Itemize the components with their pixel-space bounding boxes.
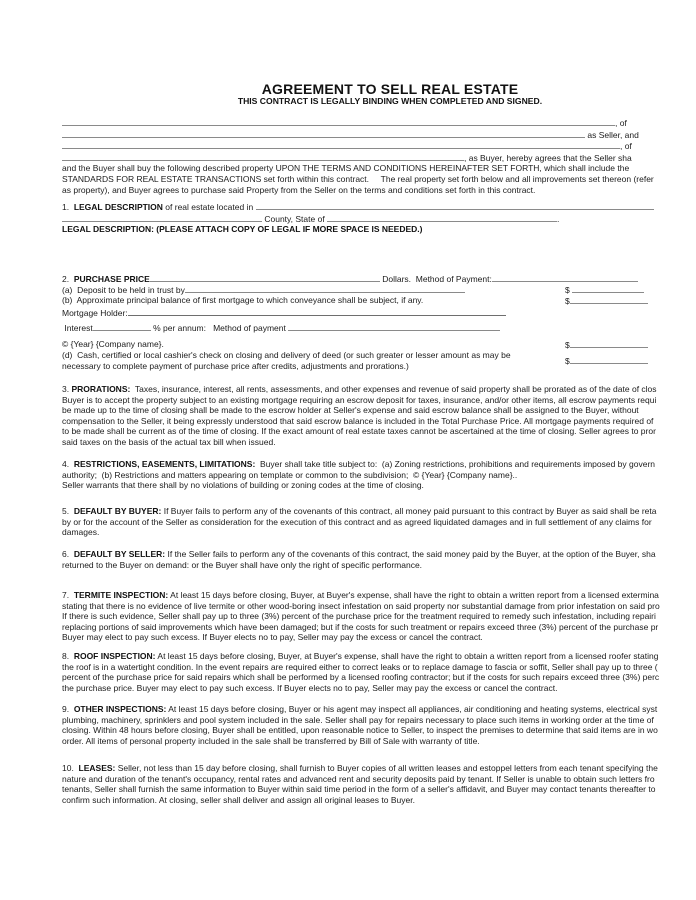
section-text: Taxes, insurance, interest, all rents, assessments, and other expenses and revenue of said property shall be prorated as of the date of clos [130, 384, 657, 394]
fill-blank [62, 213, 262, 222]
section-number: 4. [62, 459, 74, 469]
section-number: 8. [62, 651, 74, 661]
amount-blank [570, 355, 648, 364]
legal-description-line-1: 1. LEGAL DESCRIPTION of real estate located in [62, 201, 654, 213]
paragraph-line: Buyer may elect to pay such excess. If Buyer elects no to pay, Seller may pay the excess or cancel the contract. [62, 632, 483, 643]
paragraph-line: confirm such information. At closing, seller shall deliver and assign all original leases to Buyer. [62, 794, 415, 805]
amount-blank [572, 284, 644, 293]
paragraph-line [62, 384, 657, 395]
section-heading: TERMITE INSPECTION: [73, 590, 169, 600]
fill-blank [150, 273, 380, 282]
section-heading: LEGAL DESCRIPTION [73, 202, 163, 212]
paragraph-line: the purchase price. Buyer may elect to pay such excess. If Buyer elects no to pay, Seller may pay the excess or cancel the contract. [62, 682, 558, 693]
page-title: AGREEMENT TO SELL REAL ESTATE [261, 81, 519, 97]
paragraph-line [62, 704, 658, 715]
paragraph-line: percent of the purchase price for said repairs which shall be performed by a licensed roofing contractor; but if the costs for such repairs exceed three (3%) perc [62, 672, 660, 683]
section-text: Buyer shall take title subject to: (a) Zoning restrictions, prohibitions and requirements imposed by govern [255, 459, 656, 469]
deposit-row: (a) Deposit to be held in trust by [62, 284, 465, 296]
paragraph-line: Seller warrants that there shall by no violations of building or zoning codes at the time of closing. [62, 480, 424, 491]
section-6-default-by-seller [62, 549, 656, 570]
section-text: At least 15 days before closing, Buyer, at Buyer's expense, shall have the right to obtain a written report from a licensed extermina [168, 590, 659, 600]
section-text: Seller, not less than 15 day before closing, shall furnish to Buyer copies of all written leases and estoppel letters from each tenant specifying the [115, 763, 658, 773]
paragraph-line: replacing portions of said improvements which have been damaged; but if the costs for such treatment or repairs exceed three (3%) percent of the purchase pr [62, 621, 659, 632]
section-heading: DEFAULT BY BUYER: [73, 506, 162, 516]
purchase-price-line: 2. PURCHASE PRICE Dollars. Method of Payment: [62, 273, 638, 285]
intro-paragraph-line: and the Buyer shall buy the following described property UPON THE TERMS AND CONDITIONS HEREINAFTER SET FORTH, which shall include the [62, 163, 630, 174]
section-heading: PURCHASE PRICE [73, 274, 150, 284]
section-heading: ROOF INSPECTION: [73, 651, 156, 661]
paragraph-line [62, 590, 660, 601]
fill-blank [288, 322, 500, 331]
copyright-row-amount [565, 339, 648, 351]
party-blank-line [62, 152, 654, 164]
page-subtitle: THIS CONTRACT IS LEGALLY BINDING WHEN COMPLETED AND SIGNED. [237, 96, 543, 106]
section-7-termite-inspection [62, 590, 660, 643]
fill-blank [62, 129, 585, 138]
section-number: 5. [62, 506, 74, 516]
section-heading: LEASES: [78, 763, 116, 773]
fill-blank [62, 140, 620, 149]
fill-blank [93, 322, 151, 331]
section-3-prorations [62, 384, 657, 448]
fill-blank [62, 152, 464, 161]
section-5-default-by-buyer [62, 506, 657, 538]
section-text: At least 15 days before closing, Buyer or his agent may inspect all appliances, air conditioning and heating systems, electrical syst [166, 704, 658, 714]
cash-on-closing-amount [565, 355, 648, 367]
fill-blank [492, 273, 638, 282]
paragraph-line: returned to the Buyer on demand: or the Buyer shall have only the right of specific performance. [62, 559, 423, 570]
mortgage-holder-row: Mortgage Holder: [62, 307, 506, 319]
dollar-sign: $ [565, 340, 570, 350]
section-number: 10. [62, 763, 79, 773]
party-blank-line [62, 129, 654, 141]
cash-on-closing-row-line-1: (d) Cash, certified or local cashier's check on closing and delivery of deed (or such greater or lesser amount as may be [62, 350, 511, 360]
section-number: 7. [62, 590, 74, 600]
paragraph-line: damages. [62, 527, 100, 538]
section-number: 6. [62, 549, 74, 559]
paragraph-line: stating that there is no evidence of live termite or other wood-boring insect infestation on said property nor substantial damage from prior infestation on said pro [62, 600, 660, 611]
section-heading: PRORATIONS: [71, 384, 131, 394]
paragraph-line [62, 549, 656, 560]
first-mortgage-amount [565, 295, 648, 307]
paragraph-line: tenants, Seller shall furnish the same information to Buyer within said time period in the form of a seller's affidavit, and Buyer may contact tenants thereafter to [62, 784, 656, 795]
copyright-placeholder-row: © {Year} {Company name}. [62, 339, 164, 349]
dollar-sign: $ [565, 285, 573, 295]
section-number: 3. [62, 384, 72, 394]
legal-description-line-2: County, State of . [62, 213, 654, 225]
section-heading: OTHER INSPECTIONS: [73, 704, 167, 714]
section-4-restrictions-easements-limitations [62, 459, 655, 491]
paragraph-line [62, 506, 657, 517]
section-9-other-inspections [62, 704, 658, 746]
section-heading: RESTRICTIONS, EASEMENTS, LIMITATIONS: [73, 459, 256, 469]
party-blank-line [62, 140, 654, 152]
fill-blank [62, 117, 615, 126]
section-8-roof-inspection [62, 651, 659, 693]
legal-description-attach-note: LEGAL DESCRIPTION: (PLEASE ATTACH COPY OF LEGAL IF MORE SPACE IS NEEDED.) [62, 224, 423, 235]
section-1-legal-description [62, 201, 654, 235]
paragraph-line: plumbing, machinery, sprinklers and pool system included in the sale. Seller shall pay for repairs necessary to place such items in working order at the time of [62, 714, 654, 725]
paragraph-line: to be made shall be current as of the time of closing. If the exact amount of real estate taxes cannot be ascertained at the time of closing. Seller agrees to pror [62, 426, 656, 437]
first-mortgage-row: (b) Approximate principal balance of first mortgage to which conveyance shall be subject, if any. [62, 295, 424, 305]
dollar-sign: $ [565, 356, 570, 366]
section-heading: DEFAULT BY SELLER: [73, 549, 166, 559]
paragraph-line [62, 763, 658, 774]
paragraph-line [62, 651, 659, 662]
paragraph-line [62, 459, 655, 470]
line-suffix: , of [620, 141, 632, 152]
amount-blank [570, 339, 648, 348]
paragraph-line: be made up to the time of closing shall be made to the escrow holder at Seller's expense and said escrow balance shall be assigned to the Buyer, without [62, 405, 639, 416]
dollar-sign: $ [565, 296, 570, 306]
paragraph-line: authority; (b) Restrictions and matters appearing on template or common to the subdivision; © {Year} {Company name}.. [62, 469, 518, 480]
section-10-leases [62, 763, 658, 805]
paragraph-line: closing. Within 48 hours before closing, Buyer shall be entitled, upon reasonable notice to Seller, to inspect the premises to determine that said items are in wo [62, 725, 658, 736]
line-suffix: as Seller, and [585, 129, 639, 140]
fill-blank [256, 201, 654, 210]
fill-blank [327, 213, 557, 222]
paragraph-line: nature and duration of the tenant's occupancy, rental rates and advanced rent and security deposits paid by tenant. If Seller is unable to obtain such letters fro [62, 773, 655, 784]
section-text: If the Seller fails to perform any of the covenants of this contract, the said money paid by the Buyer, at the option of the Buyer, sha [165, 549, 656, 559]
cash-on-closing-row-line-2: necessary to complete payment of purchase price after credits, adjustments and prorations.) [62, 361, 409, 371]
section-number: 9. [62, 704, 74, 714]
intro-paragraph-line: STANDARDS FOR REAL ESTATE TRANSACTIONS set forth within this contract. The real property set forth below and all improvements set thereon (refer [62, 173, 654, 184]
section-text: At least 15 days before closing, Buyer, at Buyer's expense, shall have the right to obtain a written report from a licensed roofer stating [155, 651, 659, 661]
amount-blank [570, 295, 648, 304]
paragraph-line: Buyer is to accept the property subject to an existing mortgage requiring an escrow deposit for taxes, insurance, and/or other items, all escrow payments requi [62, 394, 657, 405]
intro-paragraph-line: as property), and Buyer agrees to purchase said Property from the Seller on the terms and conditions set forth in this contract. [62, 184, 536, 195]
fill-blank [128, 307, 506, 316]
party-blank-line [62, 117, 654, 129]
interest-row: Interest % per annum: Method of payment [62, 322, 500, 334]
paragraph-line: If there is such evidence, Seller shall pay up to three (3%) percent of the purchase price for the treatment required to remedy such infestation, including repairi [62, 611, 656, 622]
deposit-amount [565, 284, 644, 296]
paragraph-line: the roof is in a watertight condition. In the event repairs are required either to correct leaks or to replace damage to fascia or soffit, Seller shall pay up to three ( [62, 661, 658, 672]
intro-parties-block [62, 117, 654, 195]
fill-blank [185, 284, 465, 293]
line-suffix: , of [615, 118, 627, 128]
paragraph-line: order. All items of personal property included in the sale shall be transferred by Bill of Sale with warranty of title. [62, 735, 480, 746]
paragraph-line: by or for the account of the Seller as consideration for the execution of this contract and as agreed liquidated damages and in full settlement of any claims for [62, 516, 652, 527]
paragraph-line: said taxes on the basis of the actual tax bill when issued. [62, 436, 276, 447]
line-suffix: , as Buyer, hereby agrees that the Seller sha [464, 152, 632, 163]
paragraph-line: compensation to the Seller, it being expressly understood that said escrow balance is included in the Total Purchase Price. All mortgage payments required of [62, 415, 654, 426]
section-2-purchase-price [62, 273, 696, 373]
section-text: If Buyer fails to perform any of the covenants of this contract, all money paid pursuant to this contract by Buyer as said shall be reta [161, 506, 657, 516]
